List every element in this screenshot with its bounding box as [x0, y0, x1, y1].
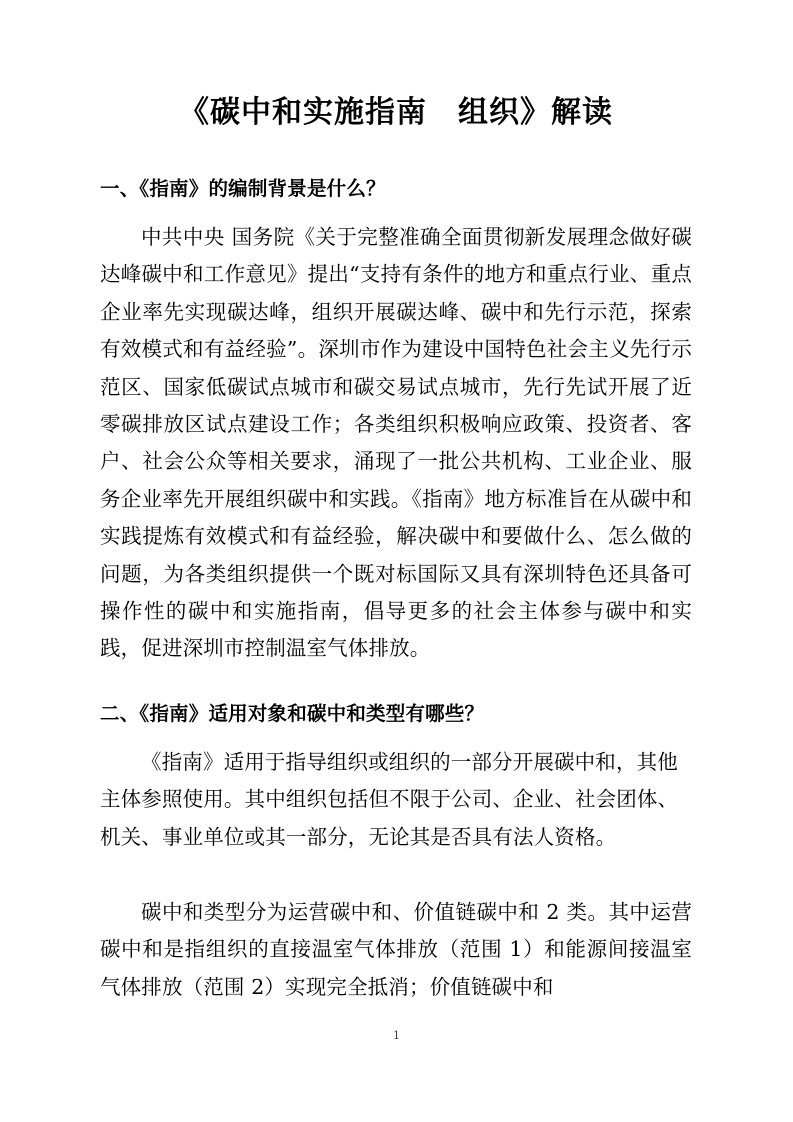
section-2-body-b: [100, 894, 692, 1006]
paragraph: 《指南》适用于指导组织或组织的一部分开展碳中和，其他主体参照使用。其中组织包括但不限于公司、企业、社会团体、机关、事业单位或其一部分，无论其是否具有法人资格。: [100, 750, 679, 849]
paragraph: 碳中和类型分为运营碳中和、价值链碳中和 2 类。其中运营碳中和是指组织的直接温室气体排放（范围 1）和能源间接温室气体排放（范围 2）实现完全抵消；价值链碳中和: [100, 900, 692, 999]
page-title: 《碳中和实施指南 组织》解读: [179, 95, 613, 130]
section-heading-2: 二、《指南》适用对象和碳中和类型有哪些？: [100, 703, 485, 725]
paragraph: 中共中央 国务院《关于完整准确全面贯彻新发展理念做好碳达峰碳中和工作意见》提出“支持有条件的地方和重点行业、重点企业率先实现碳达峰，组织开展碳达峰、碳中和先行示范，探索有效模式和有益经验”。深圳市作为建设中国特色社会主义先行示范区、国家低碳试点城市和碳交易试点城市，先行先试开展了近零碳排放区试点建设工作；各类组织积极响应政策、投资者、客户、社会公众等相关要求，涌现了一批公共机构、工业企业、服务企业率先开展组织碳中和实践。《指南》地方标准旨在从碳中和实践提炼有效模式和有益经验，解决碳中和要做什么、怎么做的问题，为各类组织提供一个既对标国际又具有深圳特色还具备可操作性的碳中和实施指南，倡导更多的社会主体参与碳中和实践，促进深圳市控制温室气体排放。: [100, 225, 692, 661]
section-2: [100, 705, 692, 725]
section-heading-1: 一、《指南》的编制背景是什么？: [100, 178, 386, 200]
section-2-body-a: [100, 744, 692, 856]
page-number: 1: [393, 1029, 400, 1042]
section-1-body: [100, 219, 692, 668]
section-1: [100, 180, 692, 200]
